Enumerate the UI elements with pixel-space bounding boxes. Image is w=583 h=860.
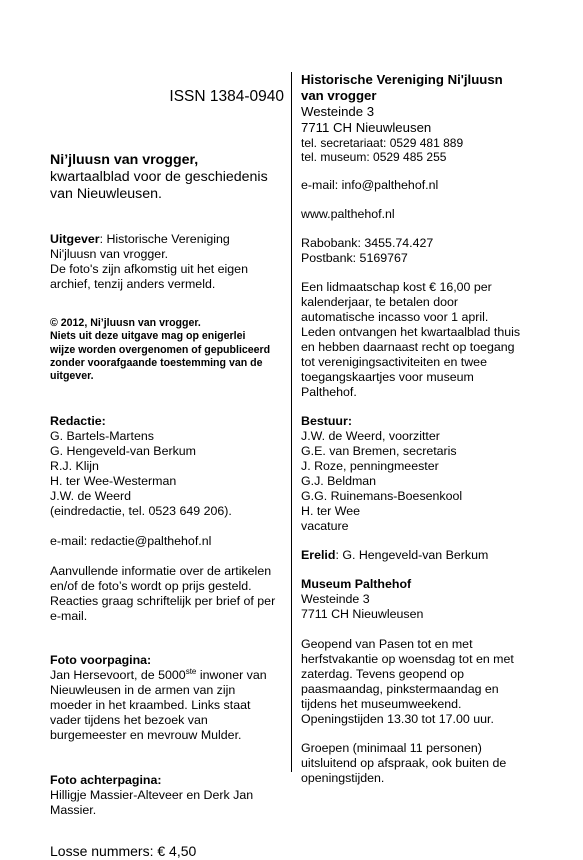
board-member: G.J. Beldman	[301, 474, 377, 488]
info-line: en/of de foto’s wordt op prijs gesteld.	[50, 579, 252, 594]
editor-name: G. Hengeveld-van Berkum	[50, 444, 197, 459]
board-member: G.G. Ruinemans-Boesenkool	[301, 489, 463, 503]
info-line: Reacties graag schriftelijk per brief of per	[50, 594, 276, 609]
magazine-description-line: van Nieuwleusen.	[50, 186, 162, 203]
museum-address-line: 7711 CH Nieuwleusen	[301, 607, 424, 621]
museum-address-line: Westeinde 3	[301, 592, 370, 606]
cover-caption-line: moeder in het kraambed. Links staat	[50, 698, 251, 713]
editors-block	[50, 414, 284, 519]
board-block	[301, 414, 549, 534]
hours-line: paasmaandag, pinkstermaandag en	[301, 682, 499, 696]
society-address	[301, 104, 549, 136]
membership-line: tot verenigingsactiviteiten en twee	[301, 355, 487, 369]
hours-line: Openingstijden 13.30 tot 17.00 uur.	[301, 712, 494, 726]
museum-block	[301, 577, 549, 622]
honorary-name: : G. Hengeveld-van Berkum	[335, 548, 489, 562]
membership-line: automatische incasso voor 1 april.	[301, 310, 489, 324]
phone-numbers	[301, 136, 549, 164]
issn-number: ISSN 1384-0940	[169, 87, 284, 105]
copyright-line: zonder voorafgaande toestemming van de	[50, 356, 263, 369]
magazine-description-line: kwartaalblad voor de geschiedenis	[50, 169, 268, 186]
publisher-line: De foto's zijn afkomstig uit het eigen	[50, 262, 248, 277]
society-name	[301, 72, 549, 104]
left-column	[50, 72, 284, 860]
editor-name: G. Bartels-Martens	[50, 429, 154, 444]
publisher-line: Ni'jluusn van vrogger.	[50, 247, 169, 262]
bank-line: Rabobank: 3455.74.427	[301, 236, 434, 250]
copyright-notice	[50, 317, 284, 383]
editor-name: J.W. de Weerd	[50, 489, 132, 504]
board-heading: Bestuur:	[301, 414, 352, 428]
editor-note: (eindredactie, tel. 0523 649 206).	[50, 504, 232, 519]
phone-line: tel. secretariaat: 0529 481 889	[301, 136, 464, 150]
honorary-label: Erelid	[301, 548, 336, 562]
opening-hours	[301, 637, 549, 727]
cover-caption-line: vader tijdens het bezoek van	[50, 713, 208, 728]
museum-heading: Museum Palthehof	[301, 577, 412, 591]
bank-accounts	[301, 236, 549, 266]
publisher-label: Uitgever	[50, 232, 100, 247]
copyright-line: wijze worden overgenomen of gepubliceerd	[50, 343, 271, 356]
magazine-name: Ni’jluusn van vrogger,	[50, 152, 199, 169]
board-member: J.W. de Weerd, voorzitter	[301, 429, 440, 443]
membership-line: Palthehof.	[301, 385, 357, 399]
groups-line: uitsluitend op afspraak, ook buiten de	[301, 756, 507, 770]
publisher-line: archief, tenzij anders vermeld.	[50, 277, 216, 292]
phone-line: tel. museum: 0529 485 255	[301, 150, 447, 164]
cover-line-start: Jan Hersevoort, de 5000	[50, 668, 186, 683]
back-caption-line: Massier.	[50, 803, 97, 818]
back-caption-line: Hilligje Massier-Alteveer en Derk Jan	[50, 788, 254, 803]
hours-line: tijdens het museumweekend.	[301, 697, 462, 711]
copyright-line: Niets uit deze uitgave mag op enigerlei	[50, 330, 246, 343]
cover-caption-line: Nieuwleusen in de armen van zijn	[50, 683, 236, 698]
copyright-line: © 2012, Ni’jluusn van vrogger.	[50, 316, 201, 329]
society-name-line: van vrogger	[301, 88, 377, 103]
editors-email: e-mail: redactie@palthehof.nl	[50, 534, 212, 549]
editor-name: H. ter Wee-Westerman	[50, 474, 177, 489]
editor-name: R.J. Klijn	[50, 459, 99, 474]
groups-line: openingstijden.	[301, 771, 385, 785]
single-issue-price: Losse nummers: € 4,50	[50, 843, 197, 860]
back-photo-heading: Foto achterpagina:	[50, 773, 162, 788]
magazine-title	[50, 152, 284, 203]
membership-info	[301, 280, 549, 400]
honorary-member	[301, 548, 549, 563]
membership-line: Een lidmaatschap kost € 16,00 per	[301, 280, 492, 294]
hours-line: zaterdag. Tevens geopend op	[301, 667, 465, 681]
editors-heading: Redactie:	[50, 414, 106, 429]
publisher-block	[50, 232, 284, 292]
copyright-line: uitgever.	[50, 370, 94, 383]
society-name-line: Historische Vereniging Ni'jluusn	[301, 72, 503, 87]
group-visits	[301, 741, 549, 786]
hours-line: Geopend van Pasen tot en met	[301, 637, 473, 651]
society-website: www.palthehof.nl	[301, 207, 395, 221]
cover-ordinal-suffix: ste	[185, 666, 197, 676]
info-line: Aanvullende informatie over de artikelen	[50, 564, 272, 579]
cover-line-end: inwoner van	[196, 668, 267, 683]
cover-photo-caption	[50, 653, 284, 743]
cover-photo-heading: Foto voorpagina:	[50, 653, 152, 668]
address-line: 7711 CH Nieuwleusen	[301, 120, 432, 135]
board-member: J. Roze, penningmeester	[301, 459, 439, 473]
board-member: vacature	[301, 519, 349, 533]
column-divider	[291, 72, 292, 772]
groups-line: Groepen (minimaal 11 personen)	[301, 741, 482, 755]
hours-line: herfstvakantie op woensdag tot en met	[301, 652, 514, 666]
board-member: H. ter Wee	[301, 504, 360, 518]
info-text	[50, 564, 284, 624]
membership-line: en hebben daarnaast recht op toegang	[301, 340, 515, 354]
membership-line: toegangskaartjes voor museum	[301, 370, 474, 384]
society-email: e-mail: info@palthehof.nl	[301, 178, 439, 192]
info-line: e-mail.	[50, 609, 88, 624]
address-line: Westeinde 3	[301, 104, 375, 119]
board-member: G.E. van Bremen, secretaris	[301, 444, 457, 458]
cover-caption-line: burgemeester en mevrouw Mulder.	[50, 728, 242, 743]
publisher-name: : Historische Vereniging	[99, 232, 230, 247]
membership-line: kalenderjaar, te betalen door	[301, 295, 459, 309]
back-photo-caption	[50, 773, 284, 818]
right-column	[301, 72, 549, 786]
membership-line: Leden ontvangen het kwartaalblad thuis	[301, 325, 521, 339]
bank-line: Postbank: 5169767	[301, 251, 408, 265]
